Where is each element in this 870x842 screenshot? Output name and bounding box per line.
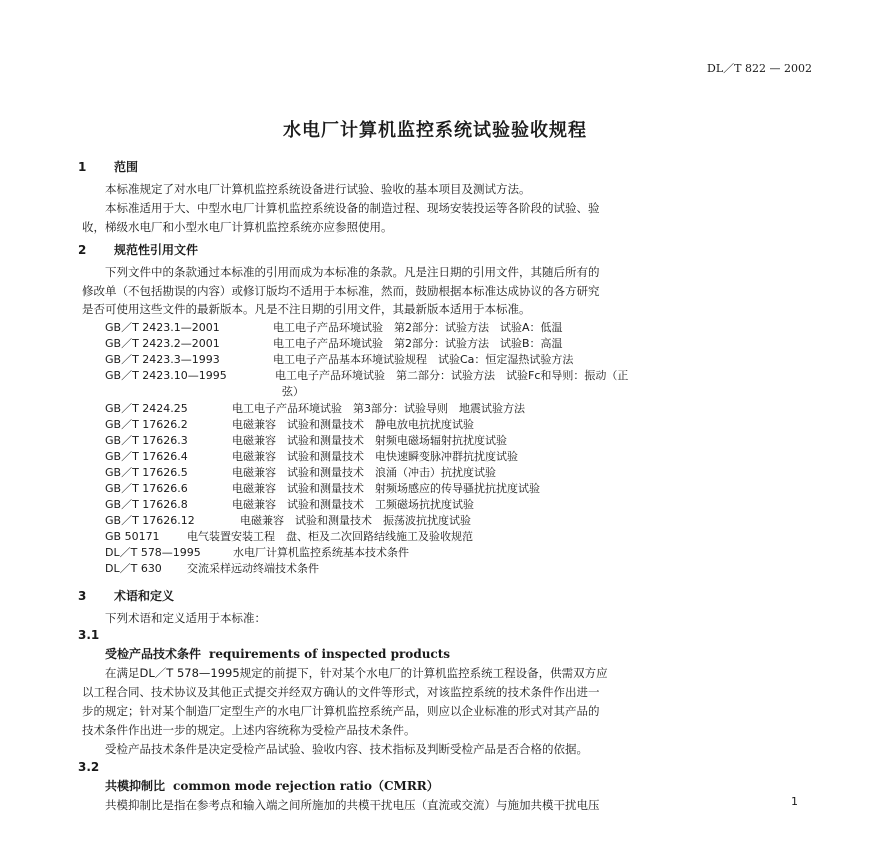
reference-title: 电工电子产品环境试验 第3部分：试验导则 地震试验方法 — [232, 402, 525, 415]
reference-code: GB／T 17626.2 — [105, 418, 188, 431]
reference-title: 电磁兼容 试验和测量技术 射频场感应的传导骚扰抗扰度试验 — [232, 482, 540, 495]
paragraph: 共模抑制比是指在参考点和输入端之间所施加的共模干扰电压（直流或交流）与施加共模干扰电压 — [105, 798, 600, 812]
reference-code: GB／T 17626.12 — [105, 514, 195, 527]
reference-item — [105, 336, 563, 352]
reference-item — [105, 481, 540, 497]
reference-title: 电工电子产品环境试验 第2部分：试验方法 试验A：低温 — [273, 321, 563, 334]
reference-item — [105, 465, 496, 481]
paragraph: 在满足DL／T 578—1995规定的前提下，针对某个水电厂的计算机监控系统工程设备，供需双方应 — [105, 666, 608, 680]
reference-item — [105, 561, 319, 577]
paragraph: 修改单（不包括勘误的内容）或修订版均不适用于本标准，然而，鼓励根据本标准达成协议的各方研究 — [82, 284, 600, 298]
reference-item — [105, 433, 507, 449]
paragraph: 下列术语和定义适用于本标准： — [105, 611, 266, 625]
reference-item — [105, 529, 473, 545]
reference-item — [105, 545, 409, 561]
reference-item — [105, 417, 474, 433]
document-title: 水电厂计算机监控系统试验验收规程 — [283, 120, 587, 141]
section-title: 范围 — [114, 160, 139, 174]
reference-title: 电工电子产品环境试验 第二部分：试验方法 试验Fc和导则：振动（正 — [275, 369, 629, 382]
reference-code: GB／T 2423.10—1995 — [105, 369, 227, 382]
paragraph: 步的规定；针对某个制造厂定型生产的水电厂计算机监控系统产品，则应以企业标准的形式对其产品的 — [82, 704, 600, 718]
term-heading — [105, 645, 450, 662]
section-number: 1 — [78, 160, 87, 174]
section-3-heading — [78, 587, 174, 604]
reference-code: GB／T 17626.6 — [105, 482, 188, 495]
document-code: DL／T 822 — 2002 — [707, 62, 812, 75]
paragraph: 受检产品技术条件是决定受检产品试验、验收内容、技术指标及判断受检产品是否合格的依据。 — [105, 742, 588, 756]
paragraph: 技术条件作出进一步的规定。上述内容统称为受检产品技术条件。 — [82, 723, 416, 737]
reference-code: GB／T 2424.25 — [105, 402, 188, 415]
paragraph: 收，梯级水电厂和小型水电厂计算机监控系统亦应参照使用。 — [82, 220, 393, 234]
section-title: 术语和定义 — [114, 589, 175, 603]
reference-code: DL／T 578—1995 — [105, 546, 201, 559]
reference-code: GB／T 17626.5 — [105, 466, 188, 479]
term-name-en: common mode rejection ratio（CMRR） — [173, 779, 439, 793]
paragraph: 本标准适用于大、中型水电厂计算机监控系统设备的制造过程、现场安装投运等各阶段的试验、验 — [105, 201, 600, 215]
reference-title: 电磁兼容 试验和测量技术 静电放电抗扰度试验 — [232, 418, 474, 431]
section-number: 3 — [78, 589, 87, 603]
term-heading — [105, 777, 439, 794]
page-number: 1 — [791, 795, 798, 808]
reference-code: GB／T 17626.3 — [105, 434, 188, 447]
paragraph: 本标准规定了对水电厂计算机监控系统设备进行试验、验收的基本项目及测试方法。 — [105, 182, 531, 196]
reference-code: DL／T 630 — [105, 562, 162, 575]
reference-title: 电磁兼容 试验和测量技术 射频电磁场辐射抗扰度试验 — [232, 434, 507, 447]
term-name-cn: 共模抑制比 — [105, 779, 166, 793]
reference-title: 电磁兼容 试验和测量技术 浪涌（冲击）抗扰度试验 — [232, 466, 496, 479]
reference-title: 电气装置安装工程 盘、柜及二次回路结线施工及验收规范 — [187, 530, 473, 543]
term-name-cn: 受检产品技术条件 — [105, 647, 202, 661]
reference-title: 电工电子产品环境试验 第2部分：试验方法 试验B：高温 — [273, 337, 563, 350]
reference-item — [105, 401, 525, 417]
term-number: 3.2 — [78, 760, 100, 774]
reference-code: GB／T 17626.8 — [105, 498, 188, 511]
reference-code: GB／T 2423.2—2001 — [105, 337, 220, 350]
reference-item — [105, 497, 474, 513]
reference-title: 电磁兼容 试验和测量技术 振荡波抗扰度试验 — [240, 514, 471, 527]
paragraph: 以工程合同、技术协议及其他正式提交并经双方确认的文件等形式，对该监控系统的技术条件作出进一 — [82, 685, 600, 699]
reference-continuation: 弦） — [282, 385, 304, 398]
reference-item — [105, 368, 628, 384]
reference-code: GB 50171 — [105, 530, 160, 543]
term-number: 3.1 — [78, 628, 100, 642]
section-2-heading — [78, 241, 198, 258]
reference-code: GB／T 17626.4 — [105, 450, 188, 463]
reference-item — [105, 352, 573, 368]
reference-title: 电磁兼容 试验和测量技术 电快速瞬变脉冲群抗扰度试验 — [232, 450, 518, 463]
reference-title: 水电厂计算机监控系统基本技术条件 — [233, 546, 409, 559]
term-name-en: requirements of inspected products — [209, 647, 451, 661]
reference-code: GB／T 2423.1—2001 — [105, 321, 220, 334]
section-1-heading — [78, 158, 138, 175]
reference-item — [105, 449, 518, 465]
section-title: 规范性引用文件 — [114, 243, 199, 257]
reference-item — [105, 320, 563, 336]
reference-code: GB／T 2423.3—1993 — [105, 353, 220, 366]
reference-title: 电磁兼容 试验和测量技术 工频磁场抗扰度试验 — [232, 498, 474, 511]
paragraph: 下列文件中的条款通过本标准的引用而成为本标准的条款。凡是注日期的引用文件，其随后所有的 — [105, 265, 600, 279]
reference-title: 电工电子产品基本环境试验规程 试验Ca：恒定湿热试验方法 — [273, 353, 574, 366]
reference-title: 交流采样远动终端技术条件 — [187, 562, 319, 575]
paragraph: 是否可使用这些文件的最新版本。凡是不注日期的引用文件，其最新版本适用于本标准。 — [82, 302, 531, 316]
section-number: 2 — [78, 243, 87, 257]
reference-item — [105, 513, 471, 529]
